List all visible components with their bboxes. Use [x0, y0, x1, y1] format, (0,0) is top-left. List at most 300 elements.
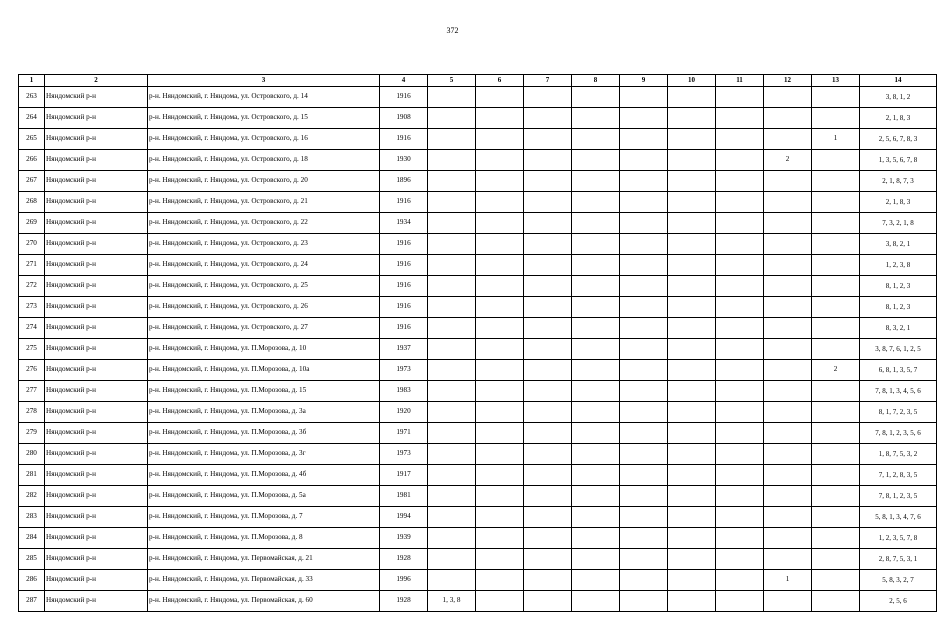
col9-cell [620, 150, 668, 171]
col10-cell [668, 360, 716, 381]
col8-cell [572, 234, 620, 255]
col6-cell [476, 423, 524, 444]
col8-cell [572, 486, 620, 507]
col11-cell [716, 507, 764, 528]
col6-cell [476, 549, 524, 570]
row-number: 280 [19, 444, 45, 465]
district-cell: Няндомский р-н [45, 465, 148, 486]
col7-cell [524, 87, 572, 108]
col12-cell [764, 444, 812, 465]
table-row [19, 318, 937, 339]
col6-cell [476, 318, 524, 339]
col6-cell [476, 192, 524, 213]
column-header-2: 2 [45, 75, 148, 87]
col8-cell [572, 591, 620, 612]
column-header-10: 10 [668, 75, 716, 87]
table-row [19, 360, 937, 381]
col14-cell: 3, 8, 2, 1 [860, 234, 937, 255]
col13-cell [812, 549, 860, 570]
col6-cell [476, 129, 524, 150]
col13-cell [812, 171, 860, 192]
table-row [19, 171, 937, 192]
year-cell: 1917 [380, 465, 428, 486]
col8-cell [572, 318, 620, 339]
column-header-1: 1 [19, 75, 45, 87]
col8-cell [572, 570, 620, 591]
table-header [19, 75, 937, 87]
district-cell: Няндомский р-н [45, 213, 148, 234]
district-cell: Няндомский р-н [45, 360, 148, 381]
col8-cell [572, 171, 620, 192]
col12-cell [764, 108, 812, 129]
col13-cell [812, 213, 860, 234]
col14-cell: 2, 8, 7, 5, 3, 1 [860, 549, 937, 570]
col14-cell: 2, 5, 6, 7, 8, 3 [860, 129, 937, 150]
district-cell: Няндомский р-н [45, 318, 148, 339]
col8-cell [572, 507, 620, 528]
col7-cell [524, 213, 572, 234]
district-cell: Няндомский р-н [45, 150, 148, 171]
col13-cell [812, 297, 860, 318]
col12-cell [764, 381, 812, 402]
address-cell: р-н. Няндомский, г. Няндома, ул. Первомайская, д. 33 [148, 570, 380, 591]
column-header-14: 14 [860, 75, 937, 87]
district-cell: Няндомский р-н [45, 234, 148, 255]
col7-cell [524, 507, 572, 528]
address-cell: р-н. Няндомский, г. Няндома, ул. Островского, д. 14 [148, 87, 380, 108]
col10-cell [668, 255, 716, 276]
col9-cell [620, 591, 668, 612]
col14-cell: 1, 3, 5, 6, 7, 8 [860, 150, 937, 171]
row-number: 263 [19, 87, 45, 108]
district-cell: Няндомский р-н [45, 486, 148, 507]
col12-cell [764, 171, 812, 192]
row-number: 276 [19, 360, 45, 381]
col5-cell [428, 486, 476, 507]
year-cell: 1920 [380, 402, 428, 423]
col8-cell [572, 549, 620, 570]
district-cell: Няндомский р-н [45, 339, 148, 360]
col9-cell [620, 171, 668, 192]
year-cell: 1908 [380, 108, 428, 129]
column-header-12: 12 [764, 75, 812, 87]
col5-cell [428, 276, 476, 297]
row-number: 284 [19, 528, 45, 549]
col10-cell [668, 297, 716, 318]
col7-cell [524, 528, 572, 549]
col6-cell [476, 528, 524, 549]
col5-cell: 1, 3, 8 [428, 591, 476, 612]
address-cell: р-н. Няндомский, г. Няндома, ул. П.Морозова, д. 7 [148, 507, 380, 528]
table-row [19, 423, 937, 444]
col10-cell [668, 108, 716, 129]
col7-cell [524, 465, 572, 486]
district-cell: Няндомский р-н [45, 381, 148, 402]
col10-cell [668, 507, 716, 528]
col6-cell [476, 570, 524, 591]
col7-cell [524, 297, 572, 318]
col12-cell [764, 87, 812, 108]
table-row [19, 87, 937, 108]
year-cell: 1916 [380, 234, 428, 255]
col9-cell [620, 402, 668, 423]
address-cell: р-н. Няндомский, г. Няндома, ул. П.Морозова, д. 10 [148, 339, 380, 360]
col10-cell [668, 402, 716, 423]
district-cell: Няндомский р-н [45, 87, 148, 108]
col11-cell [716, 318, 764, 339]
col5-cell [428, 297, 476, 318]
col14-cell: 2, 5, 6 [860, 591, 937, 612]
row-number: 268 [19, 192, 45, 213]
table-row [19, 234, 937, 255]
col11-cell [716, 108, 764, 129]
col9-cell [620, 486, 668, 507]
col12-cell [764, 360, 812, 381]
col7-cell [524, 570, 572, 591]
year-cell: 1983 [380, 381, 428, 402]
col8-cell [572, 297, 620, 318]
col14-cell: 2, 1, 8, 3 [860, 192, 937, 213]
col6-cell [476, 402, 524, 423]
col13-cell [812, 528, 860, 549]
col6-cell [476, 213, 524, 234]
column-header-7: 7 [524, 75, 572, 87]
col6-cell [476, 150, 524, 171]
col14-cell: 5, 8, 3, 2, 7 [860, 570, 937, 591]
col12-cell [764, 591, 812, 612]
table-row [19, 570, 937, 591]
col8-cell [572, 255, 620, 276]
col7-cell [524, 150, 572, 171]
address-cell: р-н. Няндомский, г. Няндома, ул. Первомайская, д. 60 [148, 591, 380, 612]
table-row [19, 213, 937, 234]
address-cell: р-н. Няндомский, г. Няндома, ул. Островского, д. 23 [148, 234, 380, 255]
year-cell: 1971 [380, 423, 428, 444]
col5-cell [428, 339, 476, 360]
col6-cell [476, 234, 524, 255]
year-cell: 1937 [380, 339, 428, 360]
column-header-9: 9 [620, 75, 668, 87]
col12-cell [764, 213, 812, 234]
table-row [19, 444, 937, 465]
col5-cell [428, 423, 476, 444]
address-cell: р-н. Няндомский, г. Няндома, ул. Первомайская, д. 21 [148, 549, 380, 570]
address-cell: р-н. Няндомский, г. Няндома, ул. Островского, д. 25 [148, 276, 380, 297]
table-row [19, 381, 937, 402]
col7-cell [524, 192, 572, 213]
address-cell: р-н. Няндомский, г. Няндома, ул. П.Морозова, д. 4б [148, 465, 380, 486]
col12-cell: 2 [764, 150, 812, 171]
col7-cell [524, 381, 572, 402]
col8-cell [572, 87, 620, 108]
col7-cell [524, 255, 572, 276]
address-cell: р-н. Няндомский, г. Няндома, ул. Островского, д. 27 [148, 318, 380, 339]
col9-cell [620, 507, 668, 528]
col6-cell [476, 276, 524, 297]
col7-cell [524, 486, 572, 507]
row-number: 264 [19, 108, 45, 129]
col7-cell [524, 276, 572, 297]
address-cell: р-н. Няндомский, г. Няндома, ул. П.Морозова, д. 5а [148, 486, 380, 507]
year-cell: 1973 [380, 444, 428, 465]
year-cell: 1994 [380, 507, 428, 528]
col8-cell [572, 129, 620, 150]
row-number: 275 [19, 339, 45, 360]
col9-cell [620, 465, 668, 486]
col14-cell: 7, 8, 1, 2, 3, 5, 6 [860, 423, 937, 444]
col5-cell [428, 402, 476, 423]
col9-cell [620, 234, 668, 255]
table-row [19, 528, 937, 549]
col11-cell [716, 570, 764, 591]
col12-cell [764, 423, 812, 444]
year-cell: 1916 [380, 318, 428, 339]
table-row [19, 150, 937, 171]
col5-cell [428, 444, 476, 465]
col11-cell [716, 381, 764, 402]
address-cell: р-н. Няндомский, г. Няндома, ул. П.Морозова, д. 15 [148, 381, 380, 402]
col14-cell: 6, 8, 1, 3, 5, 7 [860, 360, 937, 381]
district-cell: Няндомский р-н [45, 255, 148, 276]
col13-cell [812, 486, 860, 507]
col13-cell [812, 108, 860, 129]
col5-cell [428, 528, 476, 549]
year-cell: 1981 [380, 486, 428, 507]
col6-cell [476, 360, 524, 381]
year-cell: 1916 [380, 297, 428, 318]
col9-cell [620, 87, 668, 108]
col11-cell [716, 402, 764, 423]
row-number: 279 [19, 423, 45, 444]
col10-cell [668, 129, 716, 150]
col14-cell: 3, 8, 7, 6, 1, 2, 5 [860, 339, 937, 360]
col7-cell [524, 591, 572, 612]
col14-cell: 1, 8, 7, 5, 3, 2 [860, 444, 937, 465]
address-cell: р-н. Няндомский, г. Няндома, ул. П.Морозова, д. 8 [148, 528, 380, 549]
col6-cell [476, 465, 524, 486]
col6-cell [476, 444, 524, 465]
col8-cell [572, 465, 620, 486]
col7-cell [524, 234, 572, 255]
address-cell: р-н. Няндомский, г. Няндома, ул. Островского, д. 20 [148, 171, 380, 192]
column-header-3: 3 [148, 75, 380, 87]
column-header-5: 5 [428, 75, 476, 87]
col14-cell: 8, 3, 2, 1 [860, 318, 937, 339]
col13-cell [812, 339, 860, 360]
col12-cell [764, 507, 812, 528]
col10-cell [668, 423, 716, 444]
col11-cell [716, 591, 764, 612]
col13-cell [812, 570, 860, 591]
col10-cell [668, 549, 716, 570]
row-number: 286 [19, 570, 45, 591]
table-row [19, 129, 937, 150]
column-header-8: 8 [572, 75, 620, 87]
column-header-6: 6 [476, 75, 524, 87]
col10-cell [668, 150, 716, 171]
col11-cell [716, 276, 764, 297]
col9-cell [620, 297, 668, 318]
col8-cell [572, 276, 620, 297]
col9-cell [620, 339, 668, 360]
column-header-4: 4 [380, 75, 428, 87]
col9-cell [620, 381, 668, 402]
address-cell: р-н. Няндомский, г. Няндома, ул. Островского, д. 16 [148, 129, 380, 150]
col5-cell [428, 108, 476, 129]
table-row [19, 549, 937, 570]
col13-cell [812, 87, 860, 108]
row-number: 277 [19, 381, 45, 402]
col7-cell [524, 549, 572, 570]
row-number: 287 [19, 591, 45, 612]
col9-cell [620, 570, 668, 591]
col11-cell [716, 444, 764, 465]
row-number: 283 [19, 507, 45, 528]
col5-cell [428, 465, 476, 486]
col8-cell [572, 213, 620, 234]
table-row [19, 297, 937, 318]
district-cell: Няндомский р-н [45, 549, 148, 570]
col9-cell [620, 423, 668, 444]
col8-cell [572, 360, 620, 381]
col9-cell [620, 318, 668, 339]
col12-cell [764, 297, 812, 318]
district-cell: Няндомский р-н [45, 423, 148, 444]
col13-cell [812, 192, 860, 213]
row-number: 265 [19, 129, 45, 150]
col13-cell [812, 318, 860, 339]
row-number: 271 [19, 255, 45, 276]
col11-cell [716, 339, 764, 360]
col13-cell [812, 444, 860, 465]
col11-cell [716, 171, 764, 192]
row-number: 285 [19, 549, 45, 570]
col5-cell [428, 87, 476, 108]
col6-cell [476, 297, 524, 318]
col9-cell [620, 528, 668, 549]
table-row [19, 465, 937, 486]
col12-cell [764, 402, 812, 423]
district-cell: Няндомский р-н [45, 276, 148, 297]
row-number: 281 [19, 465, 45, 486]
col12-cell [764, 192, 812, 213]
col14-cell: 7, 8, 1, 2, 3, 5 [860, 486, 937, 507]
col8-cell [572, 108, 620, 129]
col11-cell [716, 465, 764, 486]
col8-cell [572, 444, 620, 465]
district-cell: Няндомский р-н [45, 507, 148, 528]
col11-cell [716, 423, 764, 444]
year-cell: 1996 [380, 570, 428, 591]
col5-cell [428, 360, 476, 381]
district-cell: Няндомский р-н [45, 297, 148, 318]
column-header-11: 11 [716, 75, 764, 87]
col13-cell [812, 507, 860, 528]
col5-cell [428, 549, 476, 570]
col10-cell [668, 192, 716, 213]
col10-cell [668, 486, 716, 507]
col13-cell [812, 423, 860, 444]
col14-cell: 7, 1, 2, 8, 3, 5 [860, 465, 937, 486]
address-cell: р-н. Няндомский, г. Няндома, ул. Островского, д. 26 [148, 297, 380, 318]
year-cell: 1934 [380, 213, 428, 234]
col11-cell [716, 528, 764, 549]
col6-cell [476, 486, 524, 507]
col14-cell: 8, 1, 7, 2, 3, 5 [860, 402, 937, 423]
col13-cell [812, 591, 860, 612]
col7-cell [524, 423, 572, 444]
col14-cell: 8, 1, 2, 3 [860, 297, 937, 318]
header-row [19, 75, 937, 87]
row-number: 273 [19, 297, 45, 318]
row-number: 269 [19, 213, 45, 234]
col5-cell [428, 381, 476, 402]
col10-cell [668, 276, 716, 297]
col9-cell [620, 129, 668, 150]
address-cell: р-н. Няндомский, г. Няндома, ул. Островского, д. 24 [148, 255, 380, 276]
col10-cell [668, 318, 716, 339]
col12-cell [764, 255, 812, 276]
address-cell: р-н. Няндомский, г. Няндома, ул. Островского, д. 15 [148, 108, 380, 129]
year-cell: 1896 [380, 171, 428, 192]
col8-cell [572, 528, 620, 549]
address-cell: р-н. Няндомский, г. Няндома, ул. П.Морозова, д. 3б [148, 423, 380, 444]
col5-cell [428, 255, 476, 276]
col8-cell [572, 423, 620, 444]
col9-cell [620, 108, 668, 129]
col5-cell [428, 150, 476, 171]
buildings-table [18, 74, 937, 612]
table-row [19, 192, 937, 213]
row-number: 272 [19, 276, 45, 297]
col13-cell [812, 465, 860, 486]
year-cell: 1916 [380, 87, 428, 108]
table-row [19, 591, 937, 612]
table-row [19, 276, 937, 297]
column-header-13: 13 [812, 75, 860, 87]
district-cell: Няндомский р-н [45, 444, 148, 465]
col7-cell [524, 339, 572, 360]
district-cell: Няндомский р-н [45, 192, 148, 213]
col11-cell [716, 129, 764, 150]
district-cell: Няндомский р-н [45, 171, 148, 192]
year-cell: 1916 [380, 192, 428, 213]
col5-cell [428, 570, 476, 591]
year-cell: 1916 [380, 255, 428, 276]
col8-cell [572, 339, 620, 360]
col10-cell [668, 570, 716, 591]
address-cell: р-н. Няндомский, г. Няндома, ул. Островского, д. 22 [148, 213, 380, 234]
col12-cell [764, 318, 812, 339]
col5-cell [428, 318, 476, 339]
col9-cell [620, 276, 668, 297]
col11-cell [716, 192, 764, 213]
col10-cell [668, 171, 716, 192]
col8-cell [572, 381, 620, 402]
col14-cell: 3, 8, 1, 2 [860, 87, 937, 108]
col7-cell [524, 444, 572, 465]
table-row [19, 402, 937, 423]
col8-cell [572, 150, 620, 171]
col7-cell [524, 318, 572, 339]
col10-cell [668, 87, 716, 108]
col6-cell [476, 339, 524, 360]
col8-cell [572, 192, 620, 213]
col6-cell [476, 381, 524, 402]
address-cell: р-н. Няндомский, г. Няндома, ул. П.Морозова, д. 3а [148, 402, 380, 423]
year-cell: 1939 [380, 528, 428, 549]
year-cell: 1928 [380, 591, 428, 612]
